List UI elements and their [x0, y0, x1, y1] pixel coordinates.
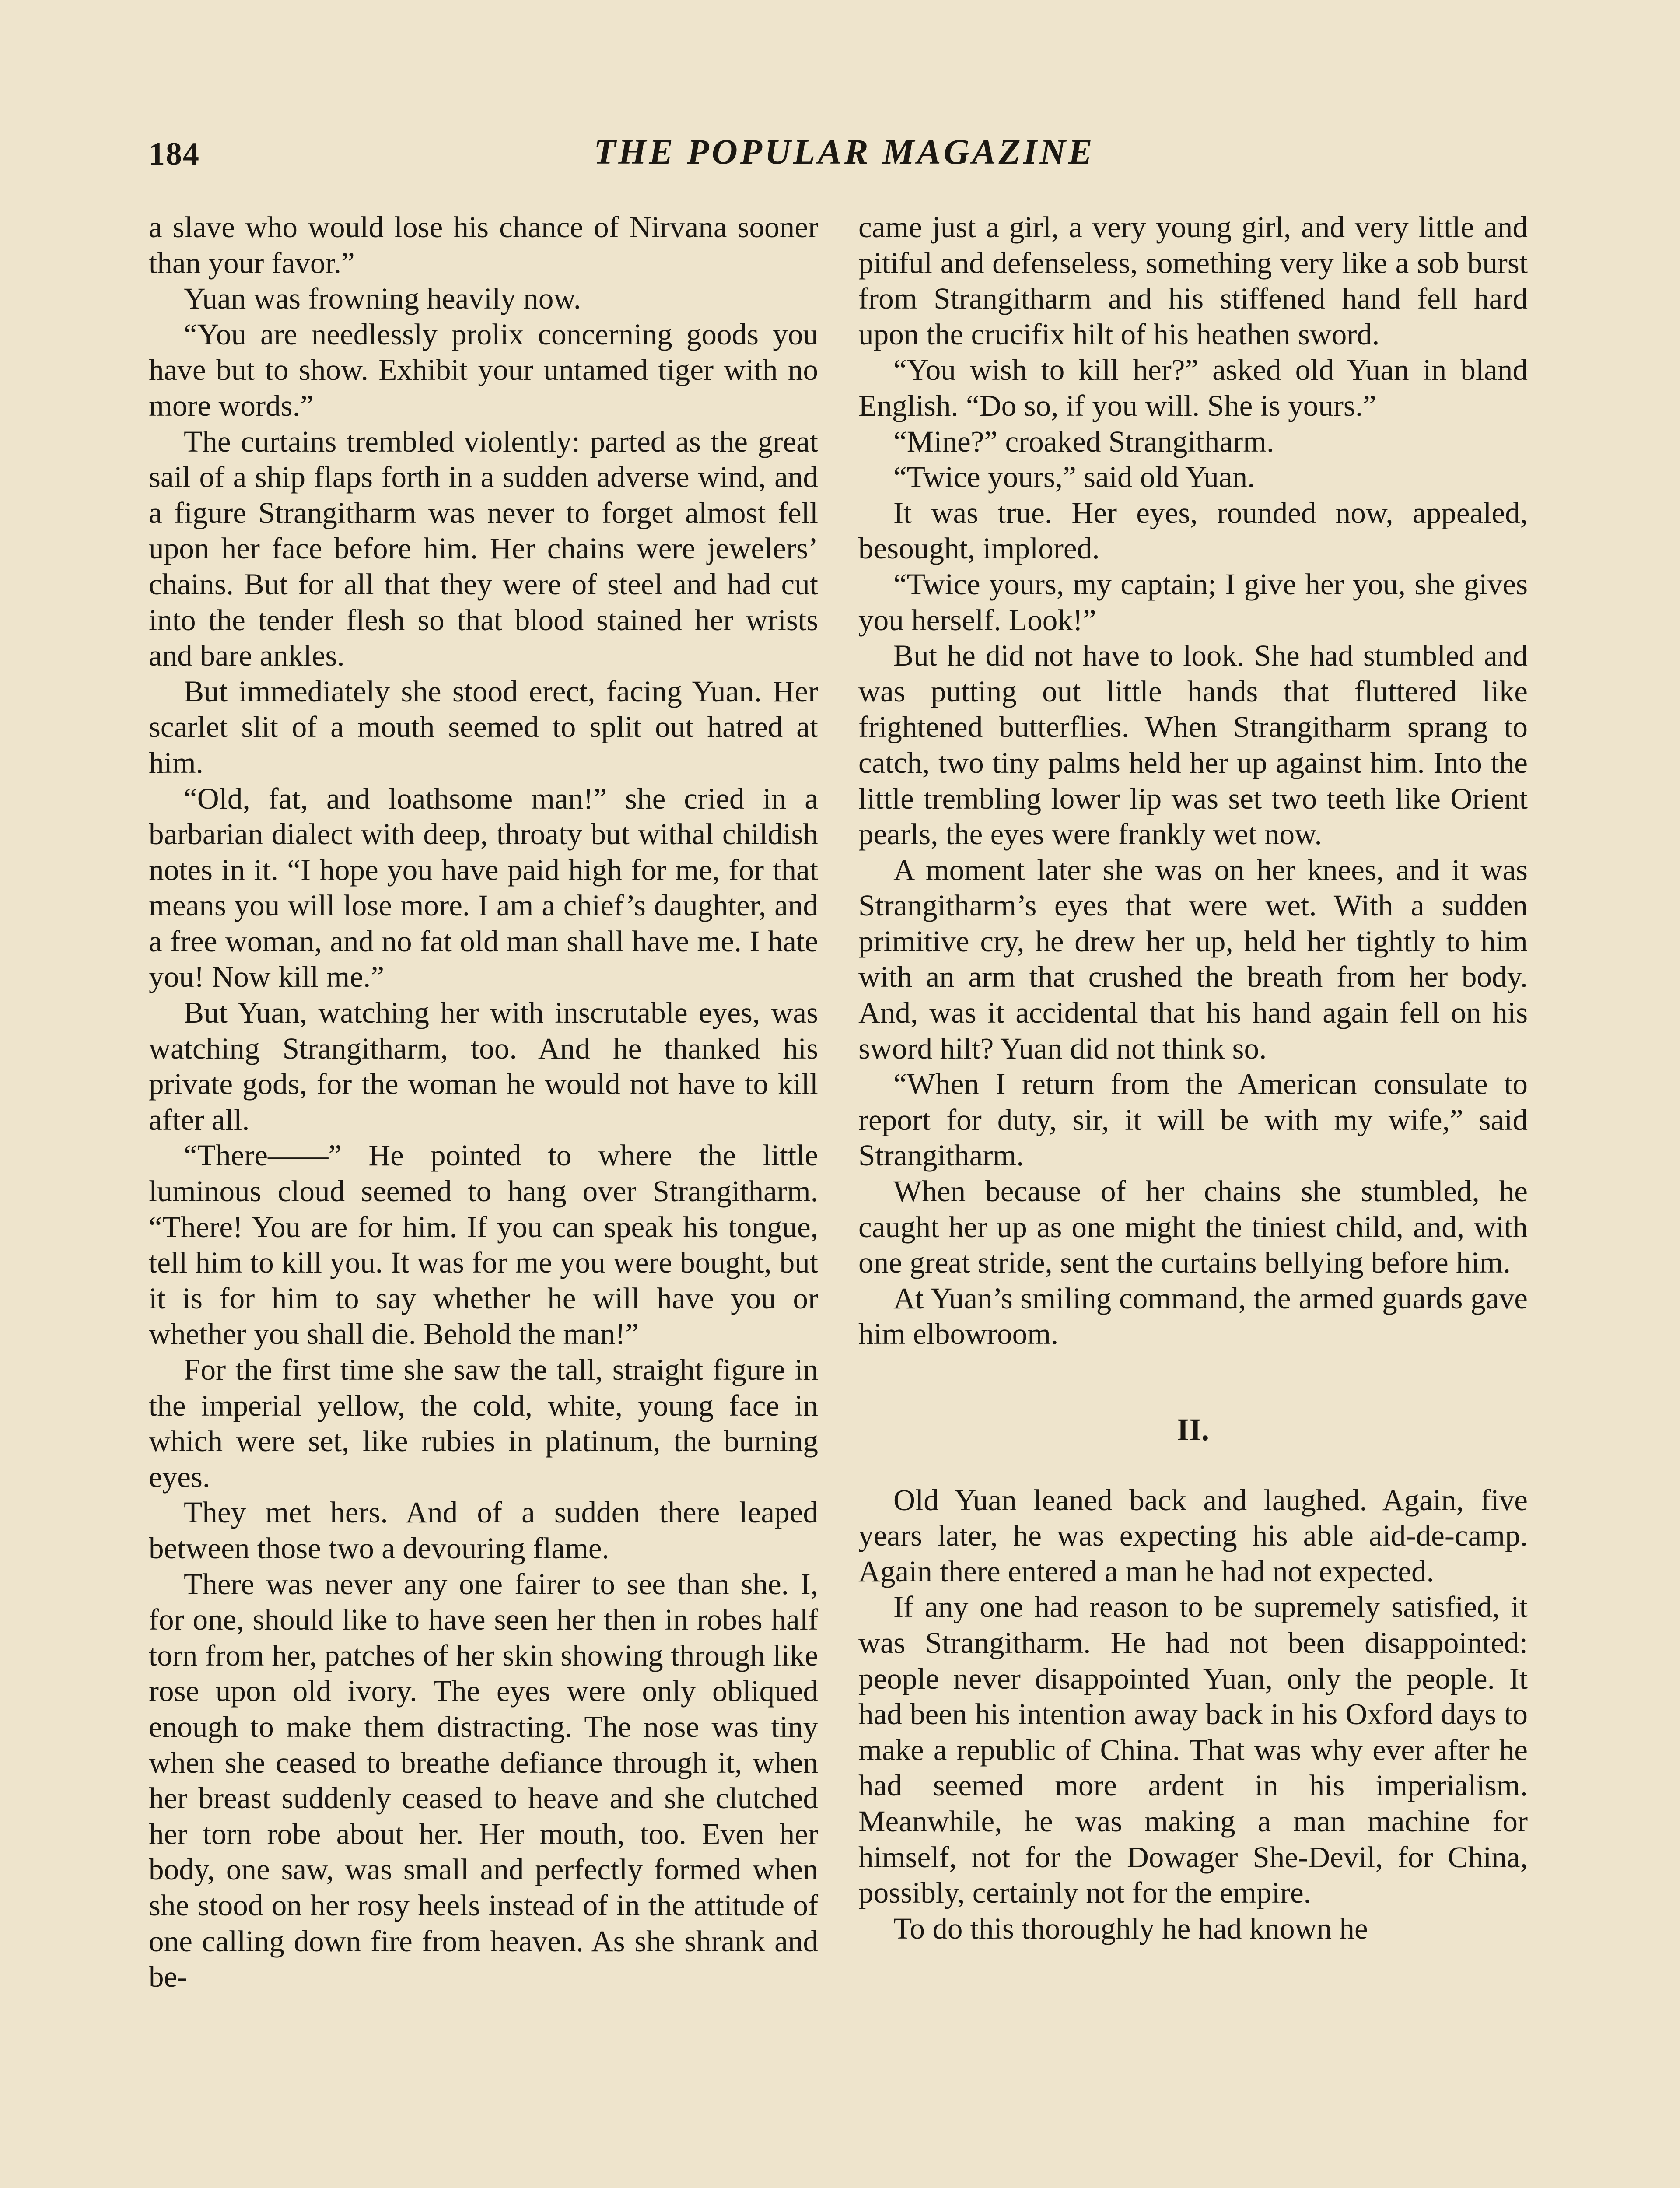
paragraph: a slave who would lose his chance of Nirvana sooner than your favor.”	[149, 210, 818, 280]
left-column	[149, 209, 818, 1995]
paragraph: The curtains trembled violently: parted as the great sail of a ship flaps forth in a sudden adverse wind, and a figure Strangitharm was never to forget almost fell upon her face before him. Her chains were jewelers’ chains. But for all that they were of steel and had cut into the tender flesh so that blood stained her wrists and bare ankles.	[149, 424, 818, 673]
page-number: 184	[149, 136, 200, 172]
paragraph: They met hers. And of a sudden there leaped between those two a devouring flame.	[149, 1495, 818, 1565]
paragraph: “You wish to kill her?” asked old Yuan in bland English. “Do so, if you will. She is yours.”	[858, 353, 1528, 422]
paragraph: If any one had reason to be supremely satisfied, it was Strangitharm. He had not been disappointed: people never disappointed Yuan, only the people. It had been his intention away back in his Oxford days to make a republic of China. That was why ever after he had seemed more ardent in his imperialism. Meanwhile, he was making a man machine for himself, not for the Dowager She-Devil, for China, possibly, certainly not for the empire.	[858, 1590, 1528, 1910]
paragraph: At Yuan’s smiling command, the armed guards gave him elbowroom.	[858, 1281, 1528, 1351]
paragraph: “You are needlessly prolix concerning goods you have but to show. Exhibit your untamed tiger with no more words.”	[149, 317, 818, 422]
paragraph: “Mine?” croaked Strangitharm.	[893, 424, 1274, 458]
paragraph: But immediately she stood erect, facing Yuan. Her scarlet slit of a mouth seemed to split out hatred at him.	[149, 674, 818, 779]
paragraph: A moment later she was on her knees, and it was Strangitharm’s eyes that were wet. With a sudden primitive cry, he drew her up, held her tightly to him with an arm that crushed the breath from her body. And, was it accidental that his hand again fell on his sword hilt? Yuan did not think so.	[858, 852, 1528, 1065]
paragraph: Old Yuan leaned back and laughed. Again, five years later, he was expecting his able aid-de-camp. Again there entered a man he had not expected.	[858, 1483, 1528, 1588]
paragraph: came just a girl, a very young girl, and very little and pitiful and defenseless, something very like a sob burst from Strangitharm and his stiffened hand fell hard upon the crucifix hilt of his heathen sword.	[858, 210, 1528, 351]
paragraph: “Twice yours,” said old Yuan.	[893, 460, 1255, 494]
paragraph: When because of her chains she stumbled, he caught her up as one might the tiniest child, and, with one great stride, sent the curtains bellying before him.	[858, 1174, 1528, 1280]
section-heading: II.	[1176, 1412, 1210, 1447]
paragraph: It was true. Her eyes, rounded now, appealed, besought, implored.	[858, 495, 1528, 565]
paragraph: “When I return from the American consulate to report for duty, sir, it will be with my wife,” said Strangitharm.	[858, 1067, 1528, 1172]
page-header	[149, 131, 1540, 188]
paragraph: “There——” He pointed to where the little luminous cloud seemed to hang over Strangitharm. “There! You are for him. If you can speak his tongue, tell him to kill you. It was for me you were bought, but it is for him to say whether he will have you or whether you shall die. Behold the man!”	[149, 1138, 818, 1351]
running-title: THE POPULAR MAGAZINE	[594, 132, 1095, 172]
right-column	[858, 209, 1528, 1946]
paragraph: “Old, fat, and loathsome man!” she cried in a barbarian dialect with deep, throaty but withal childish notes in it. “I hope you have paid high for me, for that means you will lose more. I am a chief’s daughter, and a free woman, and no fat old man shall have me. I hate you! Now kill me.”	[149, 781, 818, 994]
paragraph: To do this thoroughly he had known he	[893, 1911, 1368, 1945]
paragraph: There was never any one fairer to see than she. I, for one, should like to have seen her then in robes half torn from her, patches of her skin showing through like rose upon old ivory. The eyes were only obliqued enough to make them distracting. The nose was tiny when she ceased to breathe defiance through it, when her breast suddenly ceased to heave and she clutched her torn robe about her. Her mouth, too. Even her body, one saw, was small and perfectly formed when she stood on her rosy heels instead of in the attitude of one calling down fire from heaven. As she shrank and be-	[149, 1567, 818, 1994]
paragraph: But Yuan, watching her with inscrutable eyes, was watching Strangitharm, too. And he thanked his private gods, for the woman he would not have to kill after all.	[149, 996, 818, 1136]
paragraph: But he did not have to look. She had stumbled and was putting out little hands that fluttered like frightened butterflies. When Strangitharm sprang to catch, two tiny palms held her up against him. Into the little trembling lower lip was set two teeth like Orient pearls, the eyes were frankly wet now.	[858, 638, 1528, 851]
paragraph: Yuan was frowning heavily now.	[184, 281, 581, 316]
paragraph: “Twice yours, my captain; I give her you, she gives you herself. Look!”	[858, 567, 1528, 637]
paragraph: For the first time she saw the tall, straight figure in the imperial yellow, the cold, white, young face in which were set, like rubies in platinum, the burning eyes.	[149, 1353, 818, 1494]
